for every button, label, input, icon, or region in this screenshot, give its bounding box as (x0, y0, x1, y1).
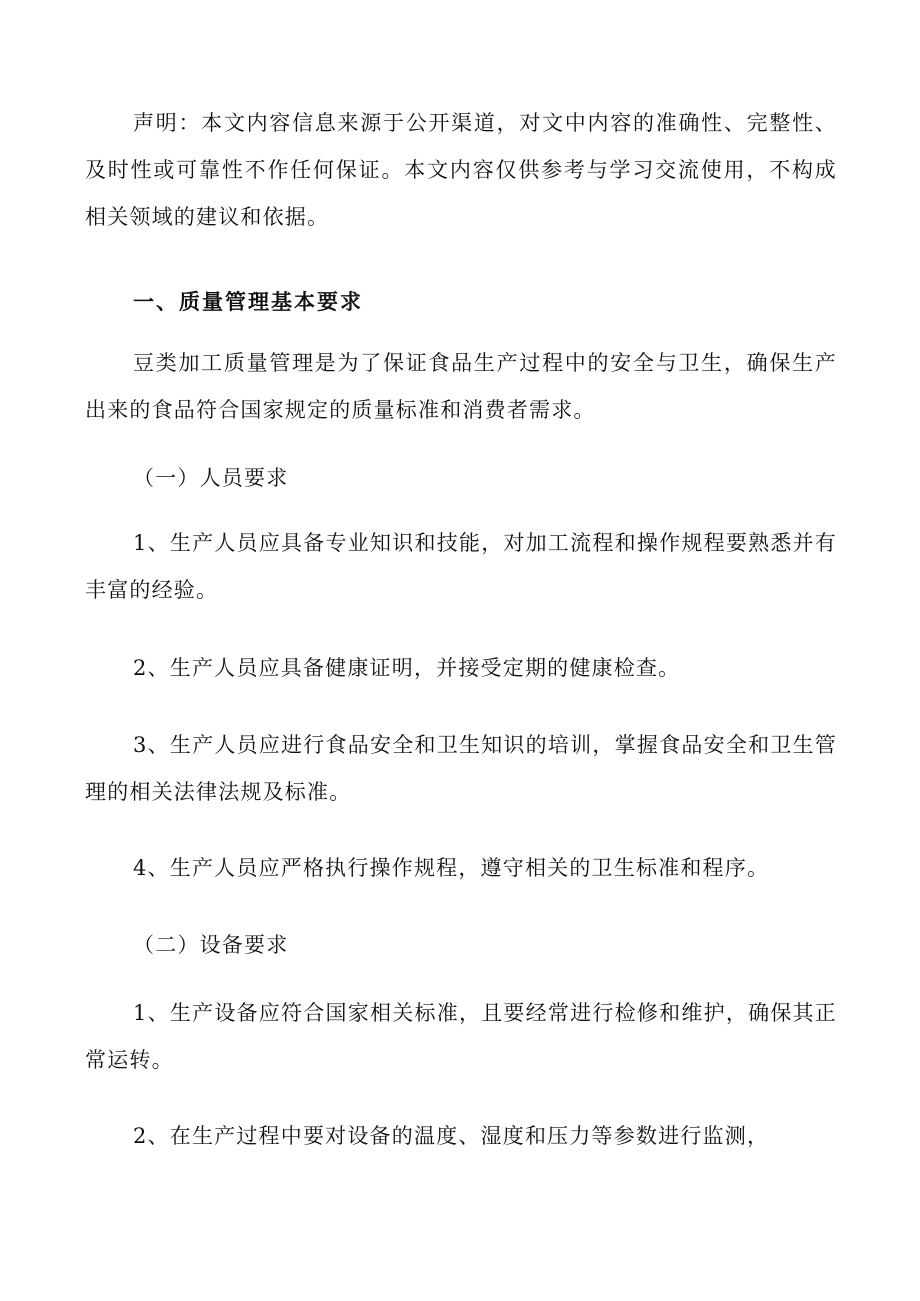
subsection-heading-personnel: （一）人员要求 (133, 466, 289, 490)
personnel-item-4: 4、生产人员应严格执行操作规程，遵守相关的卫生标准和程序。 (133, 856, 770, 880)
section-heading-quality-management: 一、质量管理基本要求 (133, 290, 363, 314)
personnel-item-2: 2、生产人员应具备健康证明，并接受定期的健康检查。 (133, 656, 681, 680)
subsection-heading-equipment: （二）设备要求 (133, 933, 289, 957)
personnel-item-1: 1、生产人员应具备专业知识和技能，对加工流程和操作规程要熟悉并有丰富的经验。 (85, 531, 837, 602)
equipment-item-2: 2、在生产过程中要对设备的温度、湿度和压力等参数进行监测， (133, 1124, 770, 1148)
section-intro-paragraph: 豆类加工质量管理是为了保证食品生产过程中的安全与卫生，确保生产出来的食品符合国家规定的质量标准和消费者需求。 (85, 351, 837, 422)
equipment-item-1: 1、生产设备应符合国家相关标准，且要经常进行检修和维护，确保其正常运转。 (85, 1001, 837, 1072)
disclaimer-paragraph: 声明：本文内容信息来源于公开渠道，对文中内容的准确性、完整性、及时性或可靠性不作任何保证。本文内容仅供参考与学习交流使用，不构成相关领域的建议和依据。 (85, 111, 837, 229)
personnel-item-3: 3、生产人员应进行食品安全和卫生知识的培训，掌握食品安全和卫生管理的相关法律法规及标准。 (85, 733, 837, 804)
